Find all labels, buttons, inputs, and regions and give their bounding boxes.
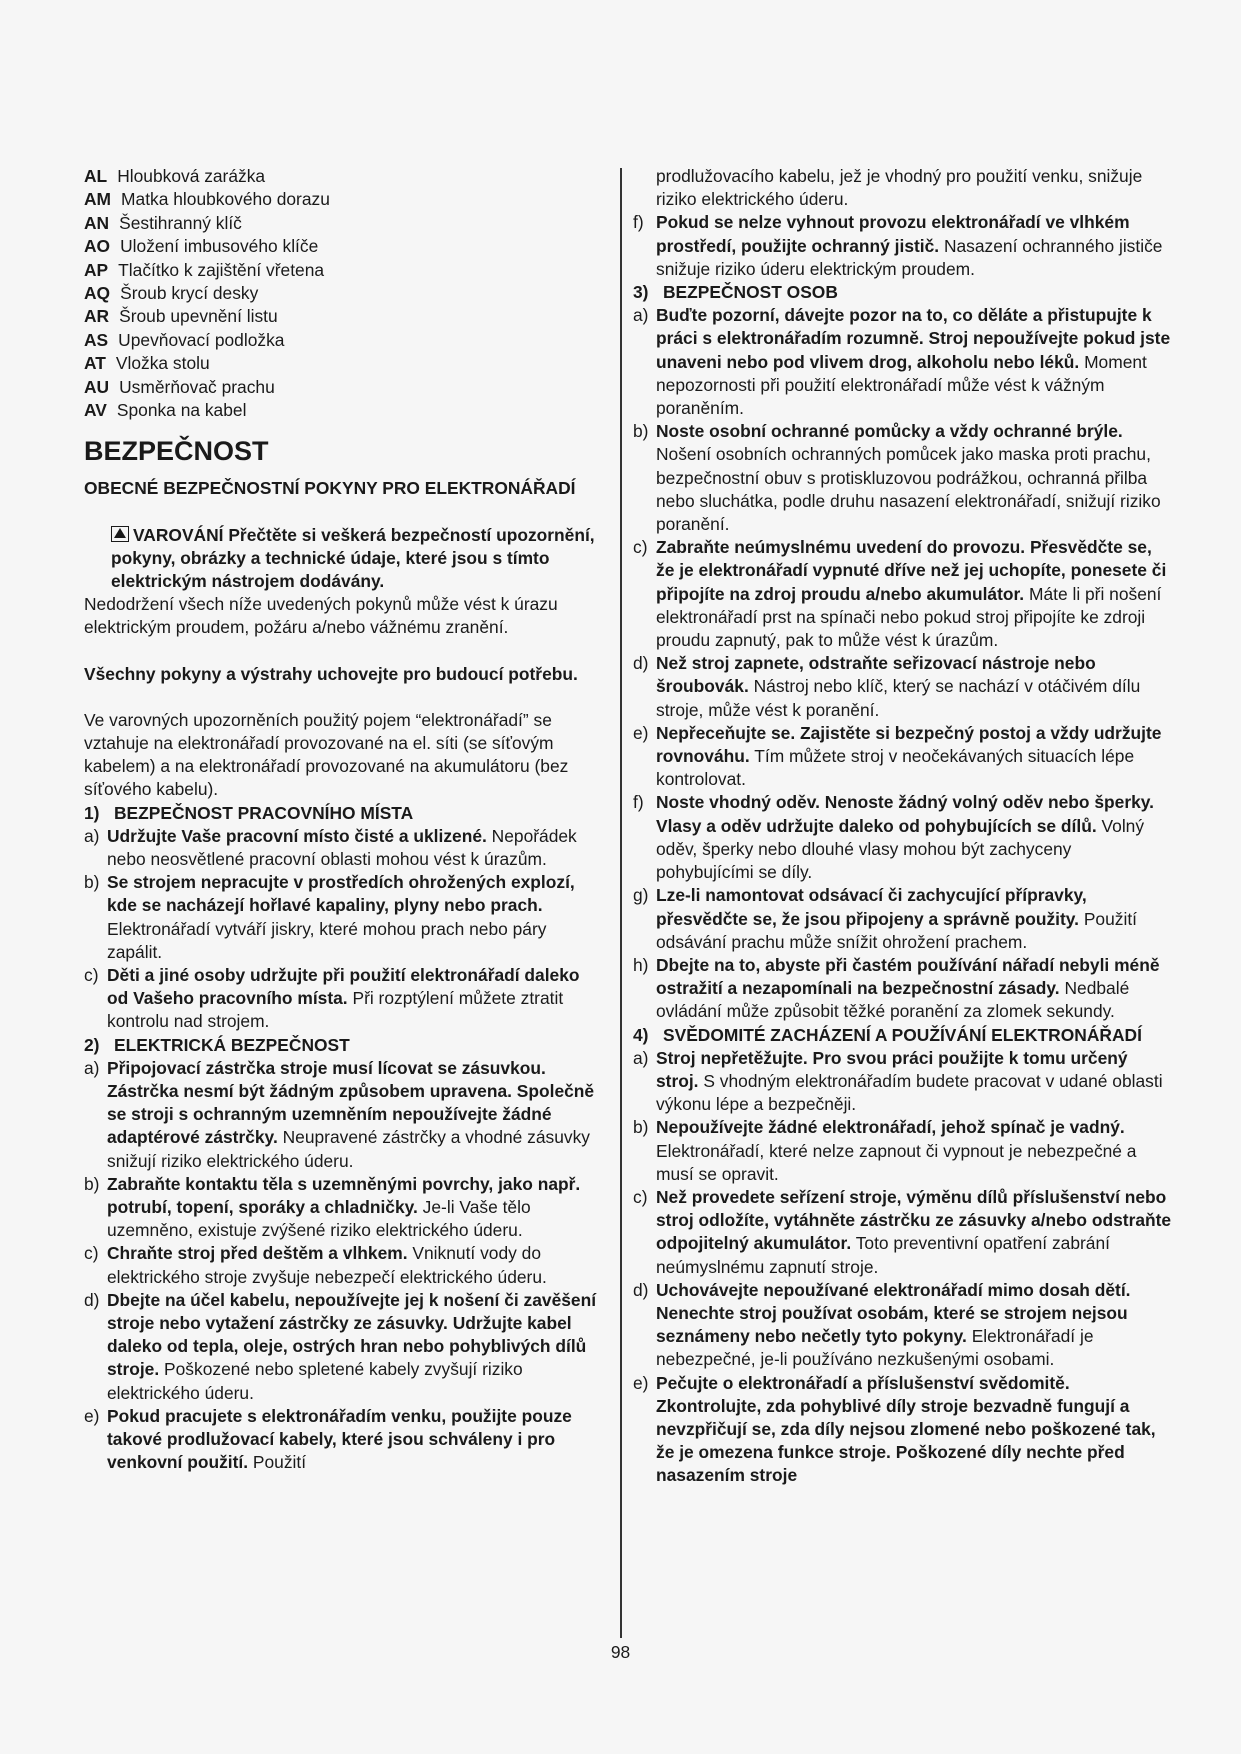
list-item <box>84 1242 604 1288</box>
section-number: 1) <box>84 802 100 823</box>
section-work-area <box>84 802 604 1034</box>
item-text: Dbejte na účel kabelu, nepoužívejte jej k nošení či zavěšení stroje nebo vytažení zástrčky ze zásuvky. Udržujte kabel daleko od tepla, oleje, ostrých hran nebo pohyblivých dílů stroje. Poškozené nebo spletené kabely zvyšují riziko elektrického úderu. <box>107 1289 597 1403</box>
list-item <box>633 1186 1173 1279</box>
list-item <box>84 1405 604 1475</box>
item-text: Připojovací zástrčka stroje musí lícovat se zásuvkou. Zástrčka nesmí být žádným způsobem upravena. Společně se stroji s ochranným uzemněním nepoužívejte žádné adaptérové zástrčky. Neupravené zástrčky a vhodné zásuvky snižují riziko elektrického úderu. <box>107 1057 595 1171</box>
item-text: Se strojem nepracujte v prostředích ohrožených explozí, kde se nacházejí hořlavé kapaliny, plyny nebo prach. Elektronářadí vytváří jiskry, které mohou prach nebo páry zapálit. <box>107 872 575 962</box>
list-item <box>633 536 1173 652</box>
list-item <box>633 304 1173 420</box>
legend-code: AU <box>84 376 110 397</box>
item-bold: Než stroj zapnete, odstraňte seřizovací nástroje nebo šroubovák. <box>656 653 1096 697</box>
legend-item <box>84 282 604 305</box>
keep-instructions: Všechny pokyny a výstrahy uchovejte pro budoucí potřebu. <box>84 663 578 684</box>
item-bold: Děti a jiné osoby udržujte při použití elektronářadí daleko od Vašeho pracovního místa. <box>107 964 580 1009</box>
list-item <box>84 871 604 964</box>
item-bold: Pokud se nelze vyhnout provozu elektronářadí ve vlhkém prostředí, použijte ochranný jistič. <box>656 212 1130 256</box>
page-title: BEZPEČNOST <box>84 436 269 467</box>
item-letter: b) <box>84 872 100 893</box>
legend-label: Usměrňovač prachu <box>119 376 275 397</box>
item-text: Nepřeceňujte se. Zajistěte si bezpečný postoj a vždy udržujte rovnováhu. Tím můžete stroj v neočekávaných situacích lépe kontrolovat. <box>656 722 1162 790</box>
section-heading <box>633 1024 1173 1047</box>
item-letter: d) <box>84 1289 100 1310</box>
section-electrical-continued <box>633 211 1173 281</box>
intro-paragraph: Ve varovných upozorněních použitý pojem “elektronářadí” se vztahuje na elektronářadí provozované na el. síti (se síťovým kabelem) a na elektronářadí provozované na akumulátoru (bez síťového kabelu). <box>84 709 569 800</box>
item-letter: a) <box>84 825 100 846</box>
legend-item <box>84 399 604 422</box>
left-column <box>84 165 604 1474</box>
section-title: SVĚDOMITÉ ZACHÁZENÍ A POUŽÍVÁNÍ ELEKTRONÁŘADÍ <box>663 1024 1142 1045</box>
item-text: Lze-li namontovat odsávací či zachycující přípravky, přesvědčte se, že jsou připojeny a správně použity. Použití odsávání prachu může snížit ohrožení prachem. <box>656 885 1137 952</box>
legend-label: Šroub krycí desky <box>120 282 259 303</box>
legend-code: AP <box>84 259 109 280</box>
item-bold: Chraňte stroj před deštěm a vlhkem. <box>107 1243 408 1264</box>
legend-code: AO <box>84 236 111 257</box>
item-text: Nepoužívejte žádné elektronářadí, jehož spínač je vadný. Elektronářadí, které nelze zapnout či vypnout je nebezpečné a musí se opravit. <box>656 1117 1137 1184</box>
section-title: BEZPEČNOST OSOB <box>663 282 838 303</box>
item-bold: Se strojem nepracujte v prostředích ohrožených explozí, kde se nacházejí hořlavé kapaliny, plyny nebo prach. <box>107 872 575 916</box>
item-bold: Udržujte Vaše pracovní místo čisté a uklizené. <box>107 825 487 846</box>
item-text: Udržujte Vaše pracovní místo čisté a uklizené. Nepořádek nebo neosvětlené pracovní oblasti mohou vést k úrazům. <box>107 825 577 869</box>
column-divider <box>620 168 622 1638</box>
legend-item <box>84 235 604 258</box>
section-heading <box>84 802 604 825</box>
section-heading <box>84 1034 604 1057</box>
legend-label: Matka hloubkového dorazu <box>121 189 330 210</box>
section-tool-use <box>633 1024 1173 1488</box>
section-title: ELEKTRICKÁ BEZPEČNOST <box>114 1034 350 1055</box>
item-letter: b) <box>633 1117 649 1138</box>
legend-item <box>84 329 604 352</box>
section-electrical <box>84 1034 604 1475</box>
list-item <box>84 964 604 1034</box>
item-bold: Zabraňte kontaktu těla s uzemněnými povrchy, jako např. potrubí, topení, sporáky a chladničky. <box>107 1173 581 1217</box>
legend-code: AR <box>84 306 110 327</box>
item-text: Noste vhodný oděv. Nenoste žádný volný oděv nebo šperky. Vlasy a oděv udržujte daleko od pohybujících se dílů. Volný oděv, šperky nebo dlouhé vlasy mohou být zachyceny pohybujícími se díly. <box>656 792 1155 883</box>
list-item <box>633 1372 1173 1488</box>
item-bold: Pečujte o elektronářadí a příslušenství svědomitě. Zkontrolujte, zda pohyblivé díly stroje bezvadně fungují a nevzpřičují se, zda díly nejsou zlomené nebo poškozené tak, že je omezena funkce stroje. Poškozené díly nechte před nasazením stroje <box>656 1372 1156 1486</box>
legend-item <box>84 305 604 328</box>
item-text: Dbejte na to, abyste při častém používání nářadí nebyli méně ostražití a nezapomínali na bezpečnostní zásady. Nedbalé ovládání může způsobit těžké poranění za zlomek sekundy. <box>656 954 1160 1022</box>
warning-text: Nedodržení všech níže uvedených pokynů může vést k úrazu elektrickým proudem, požáru a/nebo vážnému zranění. <box>84 594 558 638</box>
right-column <box>633 165 1173 1488</box>
item-text: Než provedete seřízení stroje, výměnu dílů příslušenství nebo stroj odložíte, vytáhněte zástrčku ze zásuvky a/nebo odstraňte odpojitelný akumulátor. Toto preventivní opatření zabrání neúmyslnému zapnutí stroje. <box>656 1186 1172 1277</box>
item-letter: d) <box>633 653 649 674</box>
legend-code: AL <box>84 166 108 186</box>
list-item <box>633 791 1173 884</box>
item-letter: f) <box>633 792 644 813</box>
item-letter: b) <box>84 1173 100 1194</box>
section-subtitle: OBECNÉ BEZPEČNOSTNÍ POKYNY PRO ELEKTRONÁŘADÍ <box>84 478 576 499</box>
item-letter: c) <box>84 1243 99 1264</box>
section-title: BEZPEČNOST PRACOVNÍHO MÍSTA <box>114 802 414 823</box>
list-item <box>84 825 604 871</box>
continued-text: prodlužovacího kabelu, jež je vhodný pro použití venku, snižuje riziko elektrického úderu. <box>656 166 1143 210</box>
legend-label: Šroub upevnění listu <box>119 306 278 327</box>
item-bold: Dbejte na to, abyste při častém používání nářadí nebyli méně ostražití a nezapomínali na bezpečnostní zásady. <box>656 954 1160 999</box>
item-letter: d) <box>633 1279 649 1300</box>
parts-legend <box>84 165 604 422</box>
item-text: Chraňte stroj před deštěm a vlhkem. Vniknutí vody do elektrického stroje zvyšuje nebezpečí elektrického úderu. <box>107 1243 547 1287</box>
legend-code: AT <box>84 353 106 374</box>
item-letter: g) <box>633 885 649 906</box>
item-text: Zabraňte neúmyslnému uvedení do provozu. Přesvědčte se, že je elektronářadí vypnuté dříve než jej uchopíte, ponesete či připojíte na zdroj proudu a/nebo akumulátor. Máte li při nošení elektronářadí prst na spínači nebo pokud stroj připojíte ke zdroji proudu zapnutý, pak to může vést k úrazům. <box>656 537 1167 651</box>
list-item <box>633 211 1173 281</box>
legend-item <box>84 188 604 211</box>
legend-code: AM <box>84 189 112 210</box>
section-number: 4) <box>633 1024 649 1045</box>
legend-item <box>84 259 604 282</box>
legend-item <box>84 212 604 235</box>
list-item <box>633 1047 1173 1117</box>
legend-label: Sponka na kabel <box>116 399 247 420</box>
item-letter: c) <box>633 1186 648 1207</box>
item-letter: a) <box>633 1047 649 1068</box>
item-bold: Dbejte na účel kabelu, nepoužívejte jej k nošení či zavěšení stroje nebo vytažení zástrčky ze zásuvky. Udržujte kabel daleko od tepla, oleje, ostrých hran nebo pohyblivých dílů stroje. <box>107 1289 597 1380</box>
item-bold: Nepoužívejte žádné elektronářadí, jehož spínač je vadný. <box>656 1117 1125 1138</box>
item-bold: Noste vhodný oděv. Nenoste žádný volný oděv nebo šperky. Vlasy a oděv udržujte daleko od pohybujících se dílů. <box>656 792 1155 836</box>
item-letter: e) <box>84 1405 100 1426</box>
legend-label: Uložení imbusového klíče <box>120 236 319 257</box>
item-letter: e) <box>633 722 649 743</box>
item-bold: Připojovací zástrčka stroje musí lícovat se zásuvkou. Zástrčka nesmí být žádným způsobem upravena. Společně se stroji s ochranným uzemněním nepoužívejte žádné adaptérové zástrčky. <box>107 1057 595 1148</box>
list-item <box>84 1057 604 1173</box>
item-letter: c) <box>633 537 648 558</box>
list-item <box>633 722 1173 792</box>
item-letter: f) <box>633 212 644 233</box>
page-number: 98 <box>610 1642 631 1662</box>
warning-bold: VAROVÁNÍ Přečtěte si veškerá bezpečností upozornění, pokyny, obrázky a technické údaje, které jsou s tímto elektrickým nástrojem dodávány. <box>111 524 595 591</box>
list-item <box>633 420 1173 536</box>
list-item <box>84 1173 604 1243</box>
list-item <box>633 1279 1173 1372</box>
legend-label: Upevňovací podložka <box>118 329 285 350</box>
item-bold: Buďte pozorní, dávejte pozor na to, co děláte a přistupujte k práci s elektronářadím rozumně. Stroj nepoužívejte pokud jste unaveni nebo pod vlivem drog, alkoholu nebo léků. <box>656 305 1171 372</box>
item-bold: Noste osobní ochranné pomůcky a vždy ochranné brýle. <box>656 421 1123 442</box>
item-letter: b) <box>633 421 649 442</box>
legend-label: Vložka stolu <box>115 353 210 374</box>
section-number: 2) <box>84 1034 100 1055</box>
legend-item <box>84 376 604 399</box>
item-bold: Uchovávejte nepoužívané elektronářadí mimo dosah dětí. Nenechte stroj používat osobám, které se strojem nejsou seznámeny nebo nečetly tyto pokyny. <box>656 1279 1131 1347</box>
item-text: Pokud pracujete s elektronářadím venku, použijte pouze takové prodlužovací kabely, které jsou schváleny i pro venkovní použití. Použití <box>107 1405 572 1473</box>
item-letter: e) <box>633 1372 649 1393</box>
list-item <box>633 954 1173 1024</box>
item-text: Pokud se nelze vyhnout provozu elektronářadí ve vlhkém prostředí, použijte ochranný jistič. Nasazení ochranného jističe snižuje riziko úderu elektrickým proudem. <box>656 212 1163 279</box>
list-item <box>633 1116 1173 1186</box>
legend-label: Tlačítko k zajištění vřetena <box>118 259 325 280</box>
section-personal-safety <box>633 281 1173 1024</box>
section-number: 3) <box>633 282 649 303</box>
item-letter: a) <box>633 305 649 326</box>
item-bold: Stroj nepřetěžujte. Pro svou práci použijte k tomu určený stroj. <box>656 1047 1128 1091</box>
list-item <box>84 1289 604 1405</box>
item-text: Uchovávejte nepoužívané elektronářadí mimo dosah dětí. Nenechte stroj používat osobám, které se strojem nejsou seznámeny nebo nečetly tyto pokyny. Elektronářadí je nebezpečné, je-li používáno nezkušenými osobami. <box>656 1279 1131 1370</box>
item-bold: Než provedete seřízení stroje, výměnu dílů příslušenství nebo stroj odložíte, vytáhněte zástrčku ze zásuvky a/nebo odstraňte odpojitelný akumulátor. <box>656 1186 1172 1254</box>
legend-label: Šestihranný klíč <box>119 212 242 233</box>
item-bold: Pokud pracujete s elektronářadím venku, použijte pouze takové prodlužovací kabely, které jsou schváleny i pro venkovní použití. <box>107 1405 572 1473</box>
item-letter: c) <box>84 964 99 985</box>
item-bold: Lze-li namontovat odsávací či zachycující přípravky, přesvědčte se, že jsou připojeny a správně použity. <box>656 885 1087 929</box>
item-letter: a) <box>84 1057 100 1078</box>
item-text: Než stroj zapnete, odstraňte seřizovací nástroje nebo šroubovák. Nástroj nebo klíč, který se nachází v otáčivém dílu stroje, může vést k poranění. <box>656 653 1141 720</box>
legend-item <box>84 352 604 375</box>
item-bold: Nepřeceňujte se. Zajistěte si bezpečný postoj a vždy udržujte rovnováhu. <box>656 722 1162 767</box>
legend-item <box>84 165 604 188</box>
legend-code: AS <box>84 329 109 350</box>
legend-code: AV <box>84 399 107 420</box>
legend-label: Hloubková zarážka <box>117 166 266 186</box>
list-item <box>633 652 1173 722</box>
item-text: Děti a jiné osoby udržujte při použití elektronářadí daleko od Vašeho pracovního místa. Při rozptýlení můžete ztratit kontrolu nad strojem. <box>107 964 580 1032</box>
item-letter: h) <box>633 954 649 975</box>
item-text: Buďte pozorní, dávejte pozor na to, co děláte a přistupujte k práci s elektronářadím rozumně. Stroj nepoužívejte pokud jste unaveni nebo pod vlivem drog, alkoholu nebo léků. Moment nepozornosti při použití elektronářadí může vést k vážným poraněním. <box>656 305 1171 419</box>
item-text: Stroj nepřetěžujte. Pro svou práci použijte k tomu určený stroj. S vhodným elektronářadím budete pracovat v udané oblasti výkonu lépe a bezpečněji. <box>656 1047 1163 1115</box>
item-text <box>656 1372 1173 1488</box>
list-item <box>633 884 1173 954</box>
legend-code: AQ <box>84 282 111 303</box>
item-bold: Zabraňte neúmyslnému uvedení do provozu. Přesvědčte se, že je elektronářadí vypnuté dříve než jej uchopíte, ponesete či připojíte na zdroj proudu a/nebo akumulátor. <box>656 537 1167 604</box>
warning-icon <box>111 526 129 542</box>
legend-code: AN <box>84 212 110 233</box>
section-heading <box>633 281 1173 304</box>
item-text: Noste osobní ochranné pomůcky a vždy ochranné brýle. Nošení osobních ochranných pomůcek jako maska proti prachu, bezpečnostní obuv s protiskluzovou podrážkou, ochranná přilba nebo sluchátka, podle druhu nasazení elektronářadí, snižují riziko poranění. <box>656 421 1161 535</box>
item-text: Zabraňte kontaktu těla s uzemněnými povrchy, jako např. potrubí, topení, sporáky a chladničky. Je-li Vaše tělo uzemněno, existuje zvýšené riziko elektrického úderu. <box>107 1173 581 1241</box>
warning-block <box>84 524 604 640</box>
